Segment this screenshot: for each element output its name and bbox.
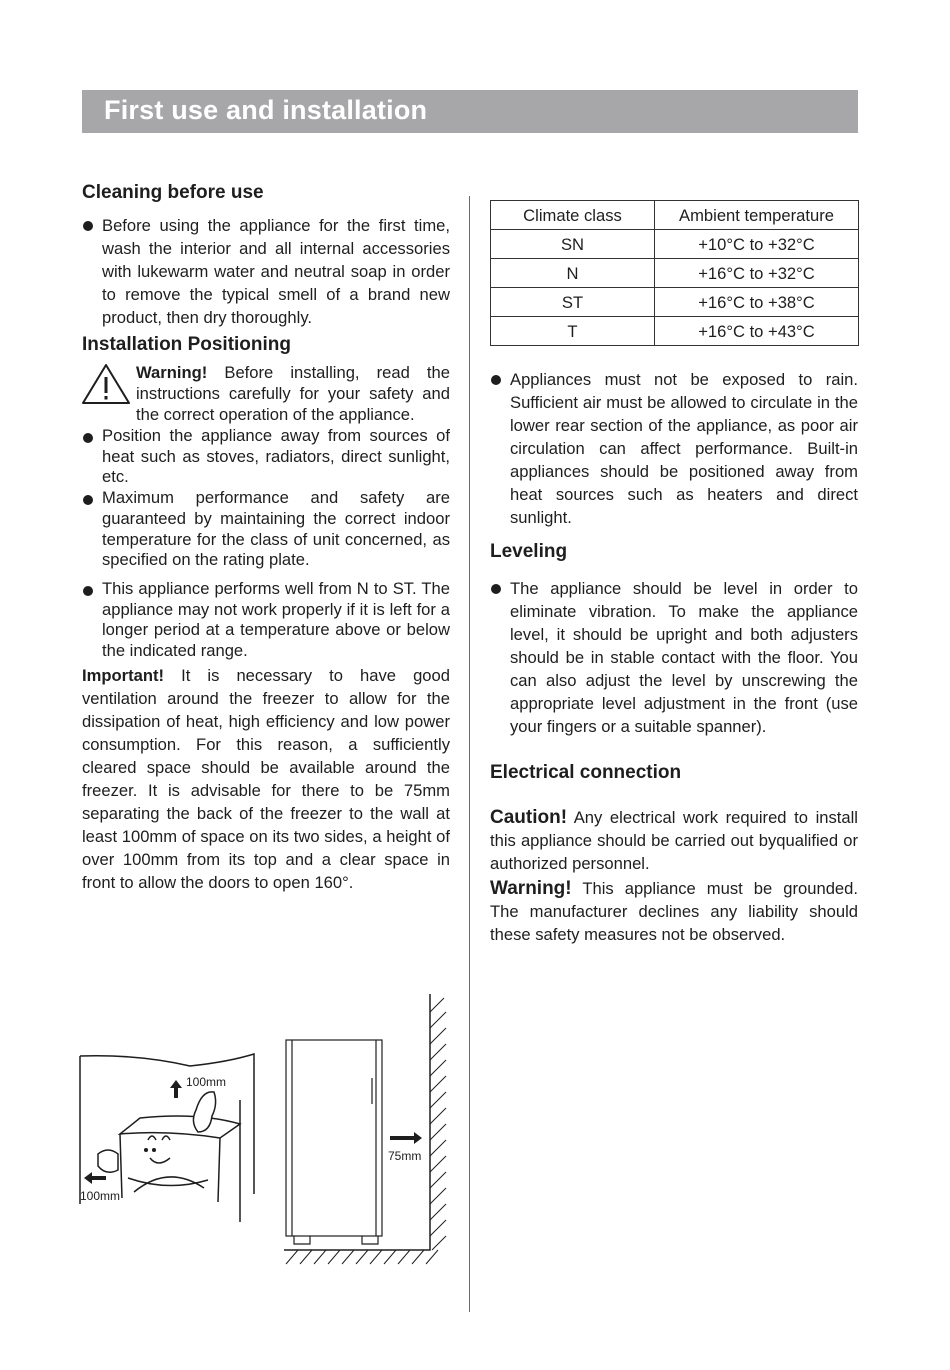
positioning-list (82, 426, 450, 662)
table-row (491, 288, 859, 317)
positioning-item-temperature: Maximum performance and safety are guaranteed by maintaining the correct indoor temperature for the class of unit concerned, as specified on the rating plate. (82, 488, 450, 571)
positioning-item-range: This appliance performs well from N to ST. The appliance may not work properly if it is left for a longer period at a temperature above or below the indicated range. (82, 579, 450, 662)
caution-label: Caution! (490, 807, 568, 828)
table-cell: SN (491, 230, 655, 259)
leveling-heading: Leveling (490, 541, 568, 562)
important-paragraph (82, 664, 450, 894)
warning-block (82, 362, 450, 425)
cleaning-list (82, 214, 450, 329)
right-column (490, 200, 858, 946)
table-header-cell: Climate class (491, 201, 655, 230)
freezer-top-view (120, 1116, 240, 1202)
rain-item: Appliances must not be exposed to rain. Sufficient air must be allowed to circulate in the lower rear section of the appliance, as poor air circulation can affect performance. Built-in appliances should be positioned away from heat sources such as heaters and direct sunlight. (490, 368, 858, 529)
arrow-right-icon (390, 1132, 422, 1144)
table-cell: ST (491, 288, 655, 317)
arrow-left-icon (84, 1172, 106, 1184)
back-clearance-label: 75mm (388, 1149, 422, 1163)
side-clearance-label: 100mm (80, 1189, 121, 1203)
cleaning-item: Before using the appliance for the first time, wash the interior and all internal accessories with lukewarm water and neutral soap in order to remove the typical smell of a brand new product, then dry thoroughly. (82, 214, 450, 329)
table-header-cell: Ambient temperature (655, 201, 859, 230)
table-header-row (491, 201, 859, 230)
warning-text: Before installing, read the instructions carefully for your safety and the correct operation of the appliance. (136, 363, 450, 424)
grounding-warning-text: This appliance must be grounded. The manufacturer declines any liability should these safety measures not be observed. (490, 879, 858, 944)
climate-table (490, 200, 859, 346)
clearance-illustration (78, 992, 454, 1272)
table-row (491, 259, 859, 288)
section-header (82, 90, 858, 133)
table-row (491, 230, 859, 259)
grounding-warning-paragraph (490, 877, 858, 946)
caution-text: Any electrical work required to install this appliance should be carried out byqualified or authorized personnel. (490, 808, 858, 873)
wall-hatching (284, 994, 446, 1264)
arrow-up-icon (170, 1080, 182, 1098)
important-label: Important! (82, 665, 165, 685)
table-cell: +16°C to +38°C (655, 288, 859, 317)
freezer-side-view (286, 1040, 382, 1244)
table-cell: +16°C to +43°C (655, 317, 859, 346)
cleaning-heading: Cleaning before use (82, 182, 264, 203)
page-title: First use and installation (104, 95, 428, 125)
warning-label: Warning! (136, 363, 208, 382)
table-cell: T (491, 317, 655, 346)
caution-paragraph (490, 806, 858, 875)
table-cell: +16°C to +32°C (655, 259, 859, 288)
leveling-list (490, 577, 858, 738)
electrical-heading: Electrical connection (490, 762, 682, 783)
warning-triangle-icon (80, 362, 132, 406)
important-text: It is necessary to have good ventilation around the freezer to allow for the dissipation of heat, high efficiency and low power consumption. For this reason, a sufficiently cleared space should be available around the freezer. It is advisable for there to be 75mm separating the back of the freezer to the wall at least 100mm of space on its two sides, a height of over 100mm from its top and a clear space in front to allow the doors to open 160°. (82, 665, 450, 892)
table-row (491, 317, 859, 346)
top-clearance-label: 100mm (186, 1075, 227, 1089)
left-column (82, 180, 450, 894)
positioning-heading: Installation Positioning (82, 334, 291, 355)
leveling-item: The appliance should be level in order to eliminate vibration. To make the appliance level, it should be upright and both adjusters should be in stable contact with the floor. You can also adjust the level by unscrewing the appropriate level adjustment in the front (use your fingers or a suitable spanner). (490, 577, 858, 738)
arrow-icons (84, 1080, 422, 1184)
rain-list (490, 368, 858, 529)
column-divider (469, 196, 470, 1312)
table-cell: +10°C to +32°C (655, 230, 859, 259)
positioning-item-heat: Position the appliance away from sources of heat such as stoves, radiators, direct sunlight, etc. (82, 426, 450, 488)
grounding-warning-label: Warning! (490, 878, 572, 899)
table-cell: N (491, 259, 655, 288)
